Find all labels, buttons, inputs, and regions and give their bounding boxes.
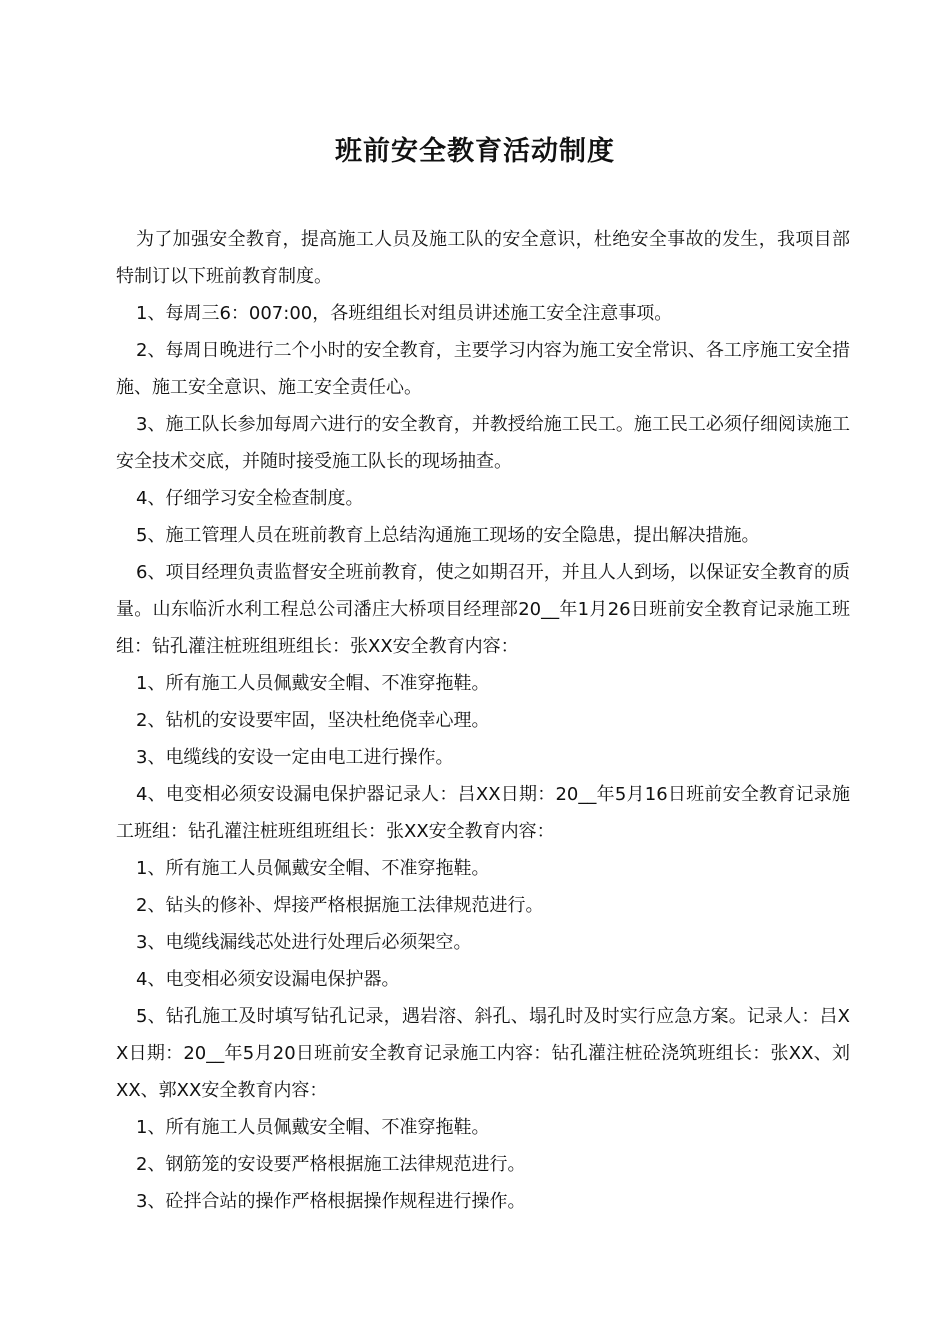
paragraph: 3、电缆线的安设一定由电工进行操作。 xyxy=(136,747,454,768)
paragraph: 4、电变相必须安设漏电保护器记录人：吕XX日期：20__年5月16日班前安全教育记录施工班组：钻孔灌注桩班组班组长：张XX安全教育内容： xyxy=(116,784,850,842)
paragraph: 1、所有施工人员佩戴安全帽、不准穿拖鞋。 xyxy=(136,673,490,694)
paragraph: 2、钻头的修补、焊接严格根据施工法律规范进行。 xyxy=(136,895,544,916)
paragraph: 为了加强安全教育，提高施工人员及施工队的安全意识，杜绝安全事故的发生，我项目部特制订以下班前教育制度。 xyxy=(116,229,850,287)
document-body xyxy=(116,221,850,1220)
paragraph: 1、每周三6：007:00，各班组组长对组员讲述施工安全注意事项。 xyxy=(136,303,673,324)
paragraph: 3、施工队长参加每周六进行的安全教育，并教授给施工民工。施工民工必须仔细阅读施工安全技术交底，并随时接受施工队长的现场抽查。 xyxy=(116,414,850,472)
paragraph: 2、钻机的安设要牢固，坚决杜绝侥幸心理。 xyxy=(136,710,490,731)
paragraph: 3、砼拌合站的操作严格根据操作规程进行操作。 xyxy=(136,1191,526,1212)
paragraph: 2、钢筋笼的安设要严格根据施工法律规范进行。 xyxy=(136,1154,526,1175)
paragraph: 4、电变相必须安设漏电保护器。 xyxy=(136,969,400,990)
paragraph: 5、施工管理人员在班前教育上总结沟通施工现场的安全隐患，提出解决措施。 xyxy=(136,525,760,546)
paragraph: 4、仔细学习安全检查制度。 xyxy=(136,488,364,509)
paragraph: 1、所有施工人员佩戴安全帽、不准穿拖鞋。 xyxy=(136,858,490,879)
paragraph: 3、电缆线漏线芯处进行处理后必须架空。 xyxy=(136,932,472,953)
page-title: 班前安全教育活动制度 xyxy=(335,136,615,167)
paragraph: 2、每周日晚进行二个小时的安全教育，主要学习内容为施工安全常识、各工序施工安全措施、施工安全意识、施工安全责任心。 xyxy=(116,340,850,398)
paragraph: 1、所有施工人员佩戴安全帽、不准穿拖鞋。 xyxy=(136,1117,490,1138)
paragraph: 6、项目经理负责监督安全班前教育，使之如期召开，并且人人到场，以保证安全教育的质量。山东临沂水利工程总公司潘庄大桥项目经理部20__年1月26日班前安全教育记录施工班组：钻孔灌注桩班组班组长：张XX安全教育内容： xyxy=(116,562,850,657)
paragraph: 5、钻孔施工及时填写钻孔记录，遇岩溶、斜孔、塌孔时及时实行应急方案。记录人：吕XX日期：20__年5月20日班前安全教育记录施工内容：钻孔灌注桩砼浇筑班组长：张XX、刘XX、郭XX安全教育内容： xyxy=(116,1006,850,1101)
